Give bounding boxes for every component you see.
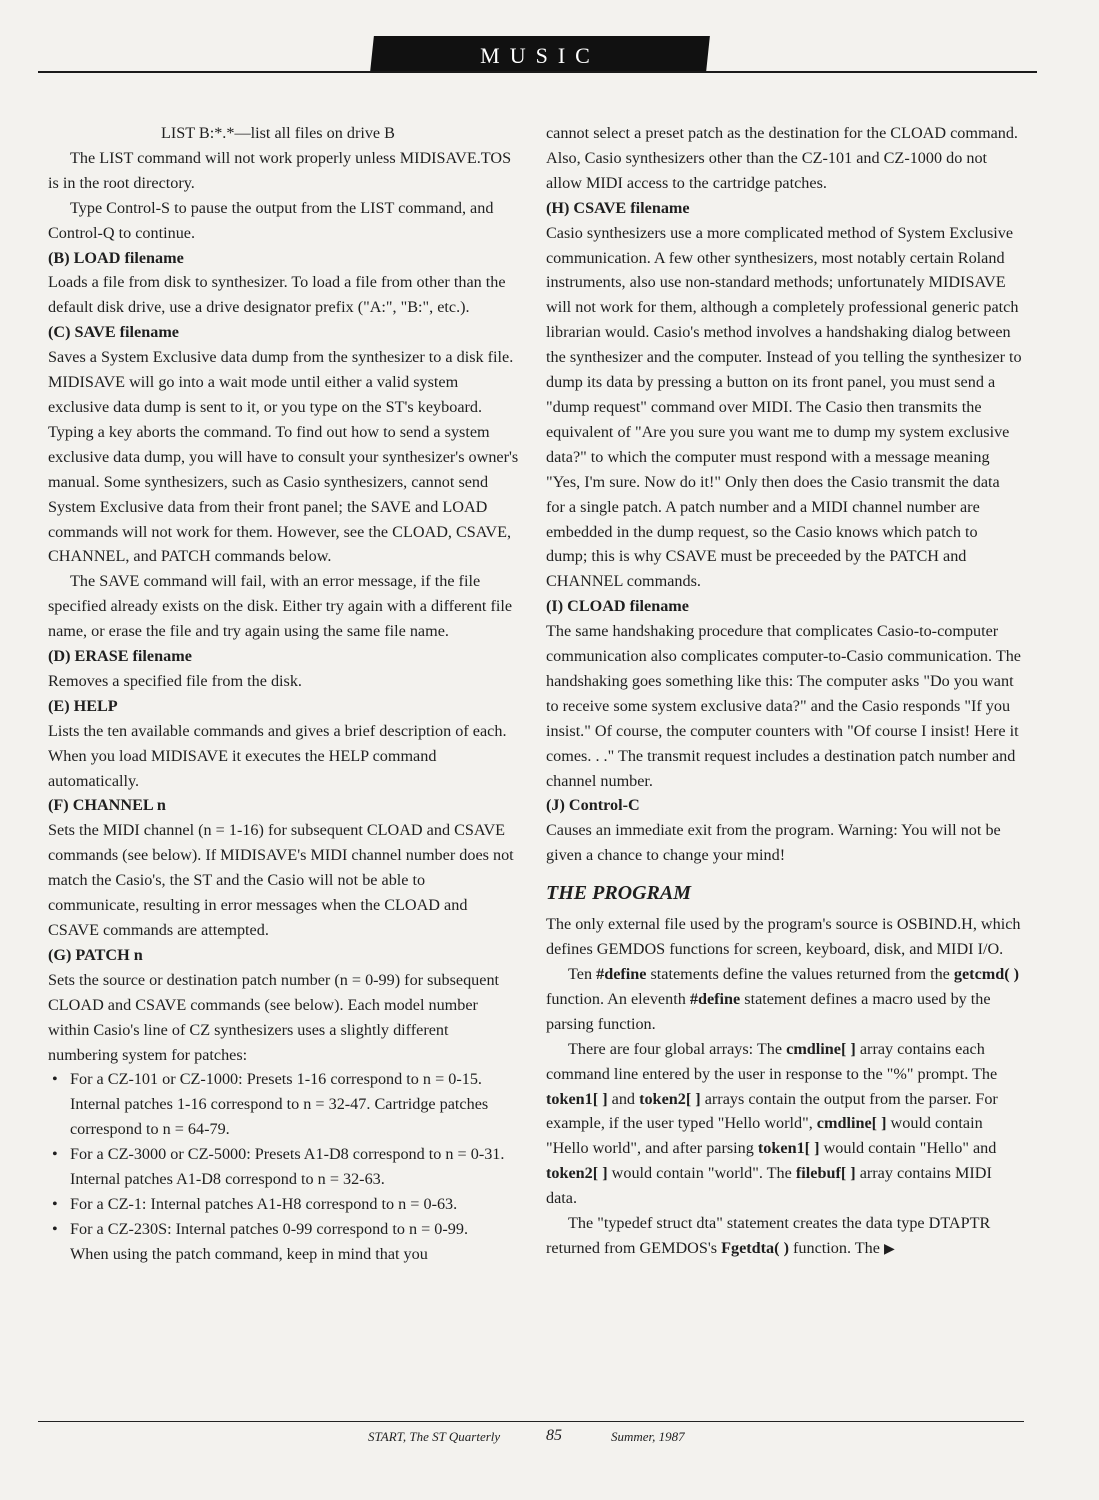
command-heading: (I) CLOAD filename [546,597,689,616]
paragraph: Sets the source or destination patch number (n = 0-99) for subsequent CLOAD and CSAVE commands (see below). Each model number within Casio's line of CZ synthesizers uses a slightly different numbering system for patches: [48,970,500,1064]
text-run: array contains each command line entered by the user in response to the "%" prompt. The [546,1039,998,1083]
paragraph: Lists the ten available commands and gives a brief description of each. When you load MIDISAVE it executes the HELP command automatically. [48,721,507,790]
code-term: #define [689,989,741,1008]
code-term: token2[ ] [639,1089,701,1108]
paragraph: Causes an immediate exit from the program. Warning: You will not be given a chance to change your mind! [546,821,1001,865]
section-header-label: MUSIC [480,43,600,68]
text-run: array contains MIDI data. [546,1164,992,1208]
command-heading: (G) PATCH n [48,945,143,964]
code-term: token1[ ] [757,1139,820,1158]
paragraph: The LIST command will not work properly unless MIDISAVE.TOS is in the root directory. [48,148,512,192]
text-run: Ten [568,965,597,983]
paragraph: The same handshaking procedure that complicates Casio-to-computer communication also complicates computer-to-Casio communication. The handshaking goes something like this: The computer asks "Do you want to receive some system exclusive data?" and the Casio responds "If you insist." Of course, the computer counters with "Of course I insist! Here it comes. . ." The transmit request includes a destination patch number and channel number. [546,622,1021,790]
code-term: Fgetdta( ) [721,1238,789,1257]
section-title: THE PROGRAM [546,882,692,905]
text-run: statements define the values returned from the [646,965,954,983]
paragraph: When using the patch command, keep in mind that you [70,1244,428,1263]
code-term: getcmd( ) [953,965,1020,983]
paragraph: Loads a file from disk to synthesizer. To load a file from other than the default disk drive, use a drive designator prefix ("A:", "B:", etc.). [48,273,506,317]
paragraph: Type Control-S to pause the output from the LIST command, and Control-Q to continue. [48,198,494,242]
text-run: arrays contain the output from the parser. For example, if the user typed "Hello world", [546,1089,998,1133]
paragraph: The only external file used by the program's source is OSBIND.H, which defines GEMDOS functions for screen, keyboard, disk, and MIDI I/O. [546,915,1021,959]
footer-rule [38,1421,1024,1422]
paragraph: The SAVE command will fail, with an error message, if the file specified already exists on the disk. Either try again with a different file name, or erase the file and try again using the same file name. [48,572,513,641]
command-heading: (E) HELP [48,696,118,715]
right-column [546,121,1022,1263]
command-heading: (B) LOAD filename [48,248,184,267]
command-heading: (H) CSAVE filename [546,198,690,217]
text-run: function. An eleventh [546,989,690,1008]
paragraph: Removes a specified file from the disk. [48,671,302,690]
command-heading: (F) CHANNEL n [48,796,166,815]
text-run: would contain "world". The [607,1164,796,1183]
text-run: There are four global arrays: The [568,1039,787,1058]
bullet-item: • For a CZ-101 or CZ-1000: Presets 1-16 correspond to n = 0-15. Internal patches 1-16 correspond to n = 32-47. Cartridge patches correspond to n = 64-79. [48,1067,520,1142]
paragraph [546,1211,1022,1263]
command-heading: (J) Control-C [546,796,640,815]
header-rule [38,71,1037,73]
paragraph [546,962,1022,1037]
command-heading: (D) ERASE filename [48,647,192,666]
code-term: cmdline[ ] [816,1114,887,1133]
command-heading: (C) SAVE filename [48,323,179,342]
bullet-item: • For a CZ-1: Internal patches A1-H8 correspond to n = 0-63. [48,1192,520,1217]
bullet-item: • For a CZ-230S: Internal patches 0-99 correspond to n = 0-99. [48,1217,520,1242]
example-line: LIST B:*.*—list all files on drive B [161,124,395,142]
continue-arrow-icon: ▶ [884,1241,895,1257]
text-run: The "typedef struct dta" statement creates the data type DTAPTR returned from GEMDOS's [546,1214,991,1257]
left-column [48,121,520,1267]
footer-publication: START, The ST Quarterly [368,1429,501,1444]
text-run: function. The [788,1238,884,1257]
text-run: would contain "Hello" and [819,1139,997,1158]
code-term: #define [596,965,647,983]
paragraph: Casio synthesizers use a more complicated method of System Exclusive communication. A few other synthesizers, most notably certain Roland instruments, also use non-standard methods; unfortunately MIDISAVE will not work for them, although a completely professional generic patch librarian would. Casio's method involves a handshaking dialog between the synthesizer and the computer. Instead of you telling the synthesizer to dump its data by pressing a button on its front panel, you must send a "dump request" command over MIDI. The Casio then transmits the equivalent of "Are you sure you want me to dump my system exclusive data?" to which the computer must respond with a message meaning "Yes, I'm sure. Now do it!" Only then does the Casio transmit the data for a single patch. A patch number and a MIDI channel number are embedded in the dump request, so the Casio knows which patch to dump; this is why CSAVE must be preceeded by the PATCH and CHANNEL commands. [546,223,1022,591]
bullet-item: • For a CZ-3000 or CZ-5000: Presets A1-D8 correspond to n = 0-31. Internal patches A1-D8 correspond to n = 32-63. [48,1142,520,1192]
paragraph: Saves a System Exclusive data dump from the synthesizer to a disk file. MIDISAVE will go into a wait mode until either a valid system exclusive data dump is sent to it, or you type on the ST's keyboard. Typing a key aborts the command. To find out how to send a system exclusive data dump, you will have to consult your synthesizer's owner's manual. Some synthesizers, such as Casio synthesizers, cannot send System Exclusive data from their front panel; the SAVE and LOAD commands will not work for them. However, see the CLOAD, CSAVE, CHANNEL, and PATCH commands below. [48,348,519,566]
text-run: would contain "Hello world", and after parsing [546,1114,983,1158]
text-run: statement defines a macro used by the parsing function. [546,989,991,1033]
paragraph: Sets the MIDI channel (n = 1-16) for subsequent CLOAD and CSAVE commands (see below). If MIDISAVE's MIDI channel number does not match the Casio's, the ST and the Casio will not be able to communicate, resulting in error messages when the CLOAD and CSAVE commands are attempted. [48,821,514,939]
paragraph: cannot select a preset patch as the destination for the CLOAD command. Also, Casio synthesizers other than the CZ-101 and CZ-1000 do not allow MIDI access to the cartridge patches. [546,124,1018,192]
code-term: filebuf[ ] [795,1164,856,1183]
text-run: and [607,1089,640,1108]
footer-date: Summer, 1987 [611,1429,685,1444]
code-term: token1[ ] [546,1089,608,1108]
paragraph [546,1037,1022,1211]
code-term: cmdline[ ] [786,1039,856,1058]
bullet-list [48,1067,520,1241]
page-number: 85 [546,1427,562,1444]
code-term: token2[ ] [546,1164,608,1183]
